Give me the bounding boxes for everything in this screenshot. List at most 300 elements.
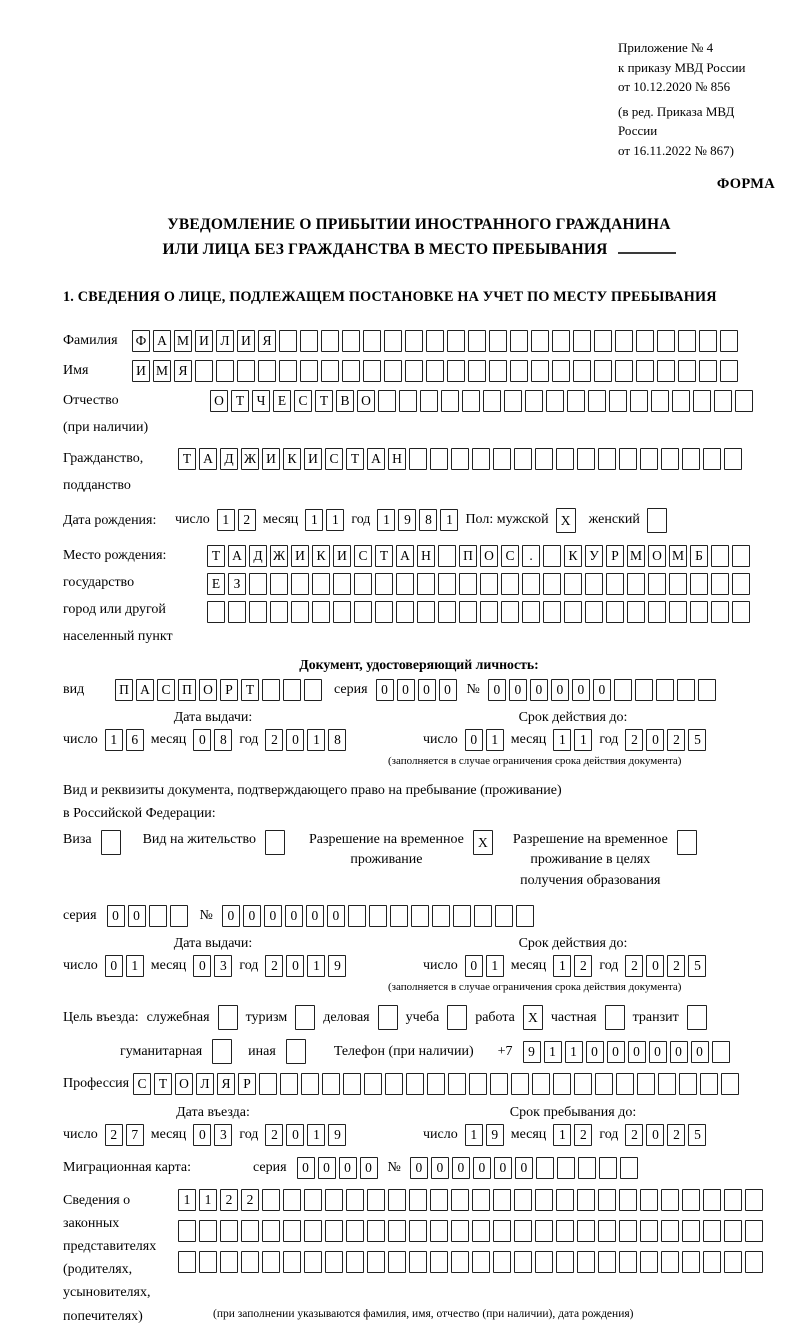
char-cell[interactable] — [514, 1189, 532, 1211]
char-cell[interactable]: И — [237, 330, 255, 352]
char-cell[interactable]: . — [522, 545, 540, 567]
char-cell[interactable] — [451, 448, 469, 470]
char-cell[interactable] — [283, 1220, 301, 1242]
char-cell[interactable]: 5 — [688, 955, 706, 977]
char-cell[interactable]: 0 — [286, 729, 304, 751]
char-cell[interactable] — [594, 360, 612, 382]
char-cell[interactable]: 0 — [193, 955, 211, 977]
char-cell[interactable] — [535, 448, 553, 470]
char-cell[interactable] — [342, 330, 360, 352]
char-cell[interactable]: 1 — [486, 729, 504, 751]
char-cell[interactable] — [672, 390, 690, 412]
char-cell[interactable] — [270, 573, 288, 595]
char-cell[interactable]: 0 — [431, 1157, 449, 1179]
char-cell[interactable]: 1 — [105, 729, 123, 751]
char-cell[interactable] — [228, 601, 246, 623]
char-cell[interactable]: 1 — [465, 1124, 483, 1146]
char-cell[interactable] — [390, 905, 408, 927]
char-cell[interactable]: 1 — [307, 955, 325, 977]
char-cell[interactable] — [556, 448, 574, 470]
char-cell[interactable] — [514, 448, 532, 470]
char-cell[interactable] — [543, 601, 561, 623]
char-cell[interactable] — [619, 1251, 637, 1273]
char-cell[interactable] — [447, 330, 465, 352]
char-cell[interactable] — [585, 601, 603, 623]
char-cell[interactable] — [504, 390, 522, 412]
char-cell[interactable] — [438, 573, 456, 595]
char-cell[interactable] — [195, 360, 213, 382]
char-cell[interactable] — [420, 390, 438, 412]
char-cell[interactable] — [552, 330, 570, 352]
char-cell[interactable] — [270, 601, 288, 623]
char-cell[interactable]: Я — [174, 360, 192, 382]
char-cell[interactable] — [574, 1073, 592, 1095]
char-cell[interactable] — [627, 573, 645, 595]
char-cell[interactable] — [343, 1073, 361, 1095]
char-cell[interactable]: К — [283, 448, 301, 470]
char-cell[interactable] — [258, 360, 276, 382]
char-cell[interactable] — [516, 905, 534, 927]
char-cell[interactable] — [212, 1039, 232, 1064]
char-cell[interactable] — [241, 1220, 259, 1242]
char-cell[interactable] — [598, 1220, 616, 1242]
char-cell[interactable]: Р — [238, 1073, 256, 1095]
char-cell[interactable] — [426, 330, 444, 352]
char-cell[interactable] — [384, 330, 402, 352]
char-cell[interactable]: 0 — [193, 729, 211, 751]
char-cell[interactable] — [474, 905, 492, 927]
char-cell[interactable]: 1 — [217, 509, 235, 531]
char-cell[interactable] — [265, 830, 285, 855]
char-cell[interactable] — [711, 573, 729, 595]
char-cell[interactable]: 0 — [465, 729, 483, 751]
char-cell[interactable]: 1 — [307, 1124, 325, 1146]
char-cell[interactable]: Ж — [241, 448, 259, 470]
char-cell[interactable]: 0 — [572, 679, 590, 701]
char-cell[interactable] — [453, 905, 471, 927]
char-cell[interactable]: А — [153, 330, 171, 352]
char-cell[interactable] — [406, 1073, 424, 1095]
char-cell[interactable]: 2 — [105, 1124, 123, 1146]
char-cell[interactable]: 2 — [667, 955, 685, 977]
char-cell[interactable] — [321, 360, 339, 382]
char-cell[interactable]: Т — [315, 390, 333, 412]
char-cell[interactable] — [735, 390, 753, 412]
char-cell[interactable] — [388, 1251, 406, 1273]
char-cell[interactable]: 9 — [486, 1124, 504, 1146]
char-cell[interactable] — [411, 905, 429, 927]
char-cell[interactable] — [279, 330, 297, 352]
char-cell[interactable]: 0 — [691, 1041, 709, 1063]
char-cell[interactable] — [237, 360, 255, 382]
char-cell[interactable] — [280, 1073, 298, 1095]
char-cell[interactable]: 1 — [305, 509, 323, 531]
char-cell[interactable]: 1 — [553, 955, 571, 977]
char-cell[interactable] — [690, 601, 708, 623]
char-cell[interactable] — [295, 1005, 315, 1030]
char-cell[interactable] — [543, 545, 561, 567]
char-cell[interactable] — [301, 1073, 319, 1095]
char-cell[interactable]: 2 — [265, 729, 283, 751]
char-cell[interactable] — [388, 1220, 406, 1242]
char-cell[interactable] — [409, 1251, 427, 1273]
char-cell[interactable] — [552, 360, 570, 382]
char-cell[interactable]: 9 — [328, 955, 346, 977]
char-cell[interactable]: О — [199, 679, 217, 701]
char-cell[interactable] — [553, 1073, 571, 1095]
char-cell[interactable] — [501, 573, 519, 595]
char-cell[interactable] — [606, 601, 624, 623]
char-cell[interactable] — [312, 573, 330, 595]
char-cell[interactable] — [616, 1073, 634, 1095]
char-cell[interactable] — [573, 330, 591, 352]
char-cell[interactable] — [363, 360, 381, 382]
char-cell[interactable] — [661, 1251, 679, 1273]
char-cell[interactable] — [699, 330, 717, 352]
char-cell[interactable] — [636, 330, 654, 352]
char-cell[interactable]: Ч — [252, 390, 270, 412]
char-cell[interactable] — [700, 1073, 718, 1095]
char-cell[interactable]: 0 — [509, 679, 527, 701]
char-cell[interactable]: А — [396, 545, 414, 567]
char-cell[interactable] — [448, 1073, 466, 1095]
char-cell[interactable] — [577, 1220, 595, 1242]
char-cell[interactable]: 0 — [285, 905, 303, 927]
char-cell[interactable] — [693, 390, 711, 412]
char-cell[interactable] — [283, 1251, 301, 1273]
char-cell[interactable] — [522, 601, 540, 623]
char-cell[interactable] — [149, 905, 167, 927]
char-cell[interactable]: 0 — [494, 1157, 512, 1179]
char-cell[interactable] — [430, 1220, 448, 1242]
char-cell[interactable] — [304, 679, 322, 701]
char-cell[interactable]: 5 — [688, 1124, 706, 1146]
char-cell[interactable] — [480, 573, 498, 595]
char-cell[interactable]: X — [473, 830, 493, 855]
char-cell[interactable] — [304, 1220, 322, 1242]
char-cell[interactable] — [703, 1251, 721, 1273]
char-cell[interactable] — [687, 1005, 707, 1030]
char-cell[interactable] — [657, 360, 675, 382]
char-cell[interactable] — [346, 1220, 364, 1242]
char-cell[interactable]: С — [157, 679, 175, 701]
char-cell[interactable] — [698, 679, 716, 701]
char-cell[interactable] — [441, 390, 459, 412]
char-cell[interactable]: 0 — [339, 1157, 357, 1179]
char-cell[interactable] — [354, 573, 372, 595]
char-cell[interactable]: Л — [216, 330, 234, 352]
char-cell[interactable] — [493, 1189, 511, 1211]
char-cell[interactable] — [721, 1073, 739, 1095]
char-cell[interactable] — [522, 573, 540, 595]
char-cell[interactable]: Е — [273, 390, 291, 412]
char-cell[interactable]: 0 — [327, 905, 345, 927]
char-cell[interactable] — [220, 1220, 238, 1242]
char-cell[interactable] — [556, 1189, 574, 1211]
char-cell[interactable] — [447, 360, 465, 382]
char-cell[interactable]: Т — [178, 448, 196, 470]
char-cell[interactable] — [489, 360, 507, 382]
char-cell[interactable] — [480, 601, 498, 623]
char-cell[interactable]: 0 — [530, 679, 548, 701]
char-cell[interactable]: Я — [217, 1073, 235, 1095]
char-cell[interactable]: 0 — [646, 1124, 664, 1146]
char-cell[interactable] — [364, 1073, 382, 1095]
char-cell[interactable] — [409, 448, 427, 470]
char-cell[interactable] — [637, 1073, 655, 1095]
char-cell[interactable] — [388, 1189, 406, 1211]
char-cell[interactable] — [724, 1251, 742, 1273]
char-cell[interactable]: Т — [241, 679, 259, 701]
char-cell[interactable]: 2 — [265, 955, 283, 977]
char-cell[interactable] — [732, 573, 750, 595]
char-cell[interactable] — [178, 1251, 196, 1273]
char-cell[interactable]: 0 — [107, 905, 125, 927]
char-cell[interactable] — [556, 1220, 574, 1242]
char-cell[interactable] — [640, 1220, 658, 1242]
char-cell[interactable] — [493, 1220, 511, 1242]
char-cell[interactable] — [333, 601, 351, 623]
char-cell[interactable]: 7 — [126, 1124, 144, 1146]
char-cell[interactable] — [669, 573, 687, 595]
char-cell[interactable]: 0 — [222, 905, 240, 927]
char-cell[interactable]: К — [312, 545, 330, 567]
char-cell[interactable]: Р — [220, 679, 238, 701]
char-cell[interactable] — [536, 1157, 554, 1179]
char-cell[interactable]: З — [228, 573, 246, 595]
char-cell[interactable] — [325, 1251, 343, 1273]
char-cell[interactable]: П — [178, 679, 196, 701]
char-cell[interactable]: У — [585, 545, 603, 567]
char-cell[interactable] — [363, 330, 381, 352]
char-cell[interactable] — [304, 1189, 322, 1211]
char-cell[interactable]: 2 — [574, 955, 592, 977]
char-cell[interactable] — [640, 1189, 658, 1211]
char-cell[interactable]: 0 — [586, 1041, 604, 1063]
char-cell[interactable] — [462, 390, 480, 412]
char-cell[interactable] — [430, 448, 448, 470]
char-cell[interactable]: 1 — [326, 509, 344, 531]
char-cell[interactable] — [677, 830, 697, 855]
char-cell[interactable]: Н — [417, 545, 435, 567]
char-cell[interactable] — [409, 1189, 427, 1211]
char-cell[interactable] — [732, 545, 750, 567]
char-cell[interactable] — [346, 1251, 364, 1273]
char-cell[interactable]: 2 — [241, 1189, 259, 1211]
char-cell[interactable] — [577, 1189, 595, 1211]
char-cell[interactable] — [472, 1220, 490, 1242]
char-cell[interactable] — [218, 1005, 238, 1030]
char-cell[interactable]: И — [304, 448, 322, 470]
char-cell[interactable] — [375, 601, 393, 623]
char-cell[interactable] — [375, 573, 393, 595]
char-cell[interactable] — [636, 360, 654, 382]
char-cell[interactable]: 0 — [360, 1157, 378, 1179]
char-cell[interactable]: М — [669, 545, 687, 567]
char-cell[interactable]: 0 — [465, 955, 483, 977]
char-cell[interactable] — [417, 573, 435, 595]
char-cell[interactable] — [438, 545, 456, 567]
char-cell[interactable]: 3 — [214, 955, 232, 977]
char-cell[interactable] — [514, 1251, 532, 1273]
char-cell[interactable]: 0 — [515, 1157, 533, 1179]
char-cell[interactable]: М — [627, 545, 645, 567]
char-cell[interactable] — [300, 360, 318, 382]
char-cell[interactable]: 0 — [649, 1041, 667, 1063]
char-cell[interactable]: 0 — [646, 955, 664, 977]
char-cell[interactable] — [598, 1189, 616, 1211]
char-cell[interactable] — [291, 573, 309, 595]
char-cell[interactable]: О — [357, 390, 375, 412]
char-cell[interactable]: 0 — [376, 679, 394, 701]
char-cell[interactable] — [615, 360, 633, 382]
char-cell[interactable] — [354, 601, 372, 623]
char-cell[interactable]: 0 — [418, 679, 436, 701]
char-cell[interactable] — [378, 1005, 398, 1030]
char-cell[interactable]: Т — [231, 390, 249, 412]
char-cell[interactable] — [262, 1251, 280, 1273]
char-cell[interactable] — [690, 573, 708, 595]
char-cell[interactable] — [703, 1220, 721, 1242]
char-cell[interactable]: 0 — [452, 1157, 470, 1179]
char-cell[interactable] — [346, 1189, 364, 1211]
char-cell[interactable] — [405, 360, 423, 382]
char-cell[interactable] — [714, 390, 732, 412]
char-cell[interactable] — [661, 1220, 679, 1242]
char-cell[interactable] — [594, 330, 612, 352]
char-cell[interactable] — [577, 1251, 595, 1273]
char-cell[interactable] — [711, 601, 729, 623]
char-cell[interactable] — [658, 1073, 676, 1095]
char-cell[interactable]: О — [175, 1073, 193, 1095]
char-cell[interactable]: 0 — [297, 1157, 315, 1179]
char-cell[interactable] — [619, 1189, 637, 1211]
char-cell[interactable]: 3 — [214, 1124, 232, 1146]
char-cell[interactable] — [396, 601, 414, 623]
char-cell[interactable]: 2 — [220, 1189, 238, 1211]
char-cell[interactable] — [588, 390, 606, 412]
char-cell[interactable] — [495, 905, 513, 927]
char-cell[interactable] — [432, 905, 450, 927]
char-cell[interactable]: 0 — [473, 1157, 491, 1179]
char-cell[interactable]: 0 — [243, 905, 261, 927]
char-cell[interactable] — [385, 1073, 403, 1095]
char-cell[interactable] — [630, 390, 648, 412]
char-cell[interactable]: Т — [154, 1073, 172, 1095]
char-cell[interactable] — [712, 1041, 730, 1063]
char-cell[interactable] — [720, 330, 738, 352]
char-cell[interactable]: 1 — [486, 955, 504, 977]
char-cell[interactable]: П — [459, 545, 477, 567]
char-cell[interactable] — [259, 1073, 277, 1095]
char-cell[interactable] — [283, 1189, 301, 1211]
char-cell[interactable] — [426, 360, 444, 382]
char-cell[interactable]: Т — [207, 545, 225, 567]
char-cell[interactable]: 8 — [419, 509, 437, 531]
char-cell[interactable] — [384, 360, 402, 382]
char-cell[interactable]: 0 — [670, 1041, 688, 1063]
char-cell[interactable]: 1 — [565, 1041, 583, 1063]
char-cell[interactable]: 1 — [553, 1124, 571, 1146]
char-cell[interactable]: С — [294, 390, 312, 412]
char-cell[interactable] — [322, 1073, 340, 1095]
char-cell[interactable]: А — [367, 448, 385, 470]
char-cell[interactable] — [724, 1189, 742, 1211]
char-cell[interactable] — [262, 1220, 280, 1242]
char-cell[interactable] — [483, 390, 501, 412]
char-cell[interactable]: 5 — [688, 729, 706, 751]
char-cell[interactable] — [417, 601, 435, 623]
char-cell[interactable] — [679, 1073, 697, 1095]
char-cell[interactable] — [724, 1220, 742, 1242]
char-cell[interactable] — [199, 1220, 217, 1242]
char-cell[interactable] — [535, 1220, 553, 1242]
char-cell[interactable] — [510, 330, 528, 352]
char-cell[interactable] — [578, 1157, 596, 1179]
char-cell[interactable]: 0 — [286, 1124, 304, 1146]
char-cell[interactable]: С — [133, 1073, 151, 1095]
char-cell[interactable] — [614, 679, 632, 701]
char-cell[interactable]: Я — [258, 330, 276, 352]
char-cell[interactable] — [451, 1189, 469, 1211]
char-cell[interactable] — [532, 1073, 550, 1095]
char-cell[interactable] — [367, 1220, 385, 1242]
char-cell[interactable]: О — [648, 545, 666, 567]
char-cell[interactable] — [525, 390, 543, 412]
char-cell[interactable]: Д — [249, 545, 267, 567]
char-cell[interactable] — [620, 1157, 638, 1179]
char-cell[interactable]: 0 — [397, 679, 415, 701]
char-cell[interactable] — [661, 448, 679, 470]
char-cell[interactable] — [531, 330, 549, 352]
char-cell[interactable] — [409, 1220, 427, 1242]
char-cell[interactable] — [703, 1189, 721, 1211]
char-cell[interactable] — [627, 601, 645, 623]
char-cell[interactable] — [669, 601, 687, 623]
char-cell[interactable]: И — [291, 545, 309, 567]
char-cell[interactable] — [510, 360, 528, 382]
char-cell[interactable]: 0 — [628, 1041, 646, 1063]
char-cell[interactable]: 0 — [105, 955, 123, 977]
char-cell[interactable] — [430, 1251, 448, 1273]
char-cell[interactable]: А — [228, 545, 246, 567]
char-cell[interactable] — [640, 1251, 658, 1273]
char-cell[interactable] — [598, 448, 616, 470]
char-cell[interactable] — [304, 1251, 322, 1273]
char-cell[interactable]: 1 — [440, 509, 458, 531]
char-cell[interactable] — [531, 360, 549, 382]
char-cell[interactable] — [321, 330, 339, 352]
char-cell[interactable]: С — [354, 545, 372, 567]
char-cell[interactable]: И — [262, 448, 280, 470]
char-cell[interactable] — [469, 1073, 487, 1095]
char-cell[interactable] — [585, 573, 603, 595]
char-cell[interactable]: 8 — [328, 729, 346, 751]
char-cell[interactable] — [493, 448, 511, 470]
char-cell[interactable] — [367, 1189, 385, 1211]
char-cell[interactable]: П — [115, 679, 133, 701]
char-cell[interactable] — [599, 1157, 617, 1179]
char-cell[interactable]: 2 — [238, 509, 256, 531]
char-cell[interactable] — [438, 601, 456, 623]
char-cell[interactable] — [430, 1189, 448, 1211]
char-cell[interactable] — [577, 448, 595, 470]
char-cell[interactable]: Т — [346, 448, 364, 470]
char-cell[interactable] — [745, 1220, 763, 1242]
char-cell[interactable]: Е — [207, 573, 225, 595]
char-cell[interactable] — [472, 1251, 490, 1273]
char-cell[interactable] — [286, 1039, 306, 1064]
